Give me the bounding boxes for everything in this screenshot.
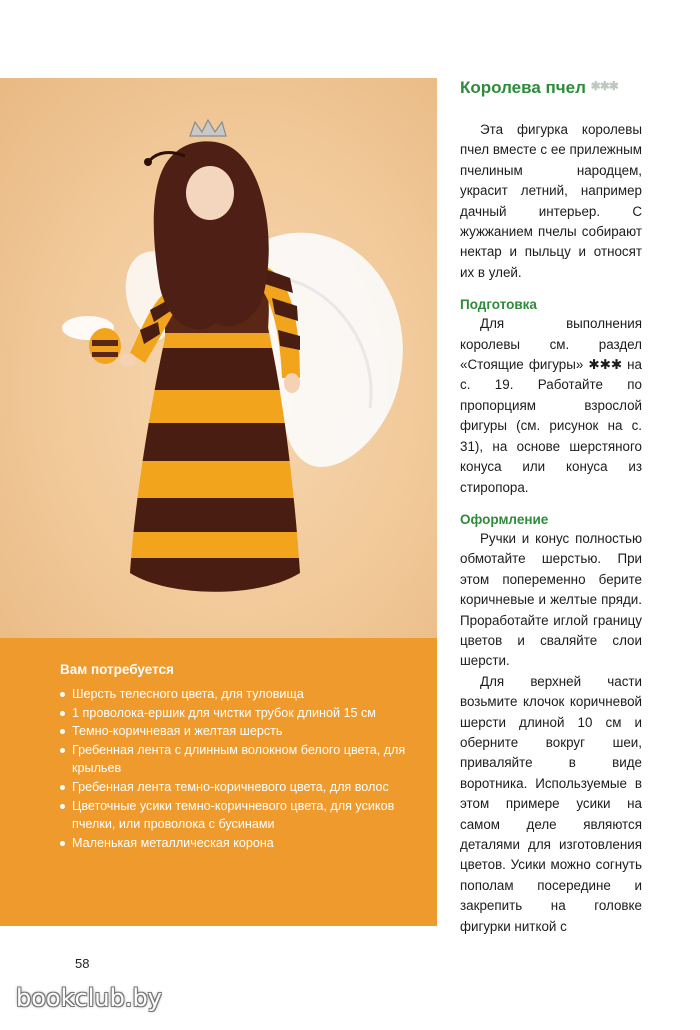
materials-item: Гребенная лента темно-коричневого цвета, для волос (60, 778, 417, 797)
materials-item: Цветочные усики темно-коричневого цвета, для усиков пчелки, или проволока с бусинами (60, 797, 417, 834)
materials-item: 1 проволока-ершик для чистки трубок длиной 15 см (60, 704, 417, 723)
face (186, 166, 234, 220)
materials-list (60, 685, 417, 852)
page-number: 58 (75, 956, 90, 971)
bee-queen-photo (0, 78, 437, 638)
preparation-heading: Подготовка (460, 297, 537, 313)
watermark-logo: bookclub.by (16, 984, 162, 1012)
design-heading: Оформление (460, 511, 549, 527)
materials-item: Шерсть телесного цвета, для туловища (60, 685, 417, 704)
preparation-paragraph: Для выполнения королевы см. раздел «Стоящие фигуры» ✱✱✱ на с. 19. Работайте по пропорциям взрослой фигуры (см. рисунок на с. 31), на основе шерстяного конуса или конуса из стиропора. (460, 316, 642, 495)
materials-item: Гребенная лента с длинным волокном белого цвета, для крыльев (60, 741, 417, 778)
materials-item: Маленькая металлическая корона (60, 834, 417, 853)
page-title (460, 78, 642, 98)
crown (190, 120, 226, 136)
materials-box (0, 638, 437, 926)
text-column (460, 78, 642, 937)
design-paragraph-2: Для верхней части возьмите клочок коричневой шерсти длиной 10 см и оберните вокруг шеи, приваляйте в виде воротника. Используемые в этом примере усики на самом деле являются деталями для изготовления цветов. Усики можно согнуть пополам посередине и закрепить на головке фигурки ниткой с (460, 673, 642, 934)
title-text: Королева пчел (460, 78, 586, 97)
materials-item: Темно-коричневая и желтая шерсть (60, 722, 417, 741)
bee-queen-figure-illustration (0, 78, 437, 638)
materials-heading: Вам потребуется (60, 662, 174, 677)
difficulty-stars-icon: ✱✱✱ (590, 79, 618, 93)
design-paragraph-1: Ручки и конус полностью обмотайте шерстью. При этом попеременно берите коричневые и желтые пряди. Проработайте иглой границу цветов и сваляйте слои шерсти. (460, 530, 642, 669)
intro-paragraph: Эта фигурка королевы пчел вместе с ее прилежным пчелиным народцем, украсит летний, например дачный интерьер. С жужжанием пчелы собирают нектар и пыльцу и относят их в улей. (460, 122, 642, 280)
